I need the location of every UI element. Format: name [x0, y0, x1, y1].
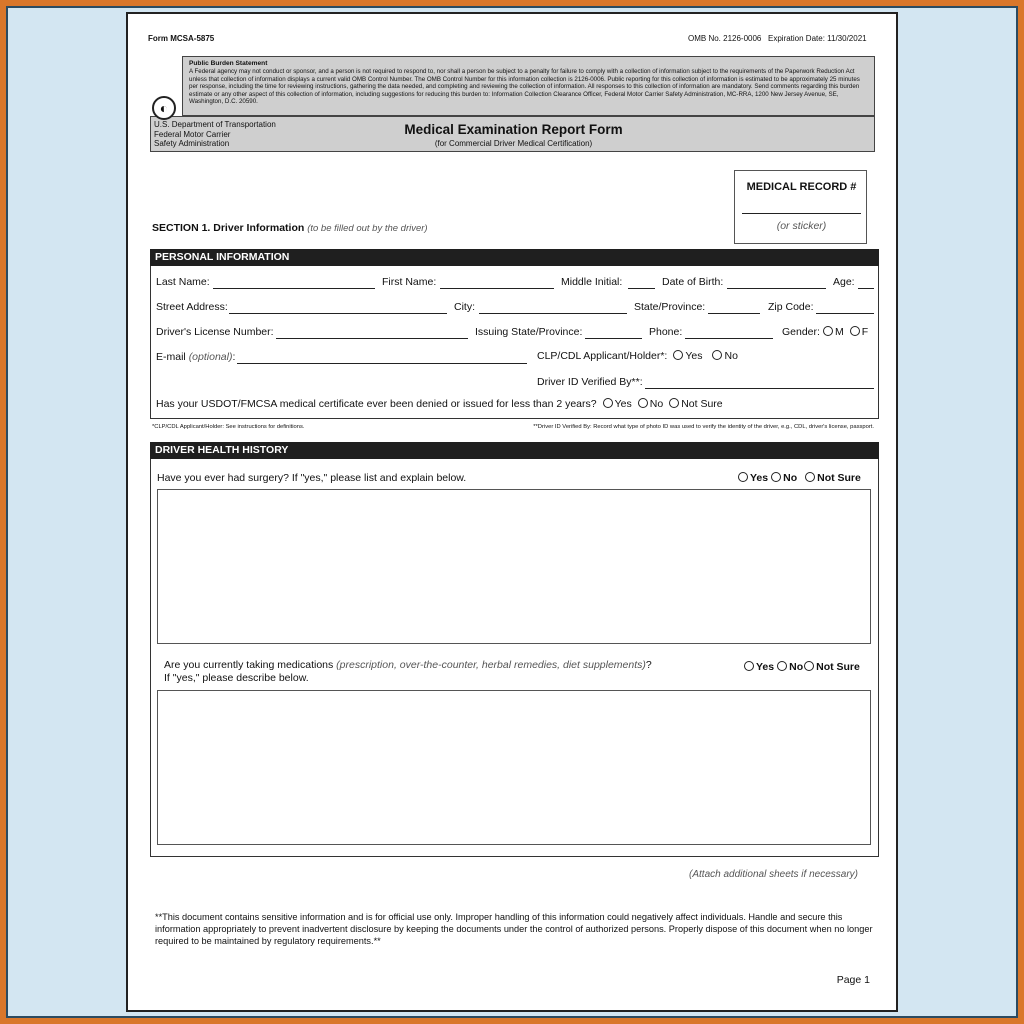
burden-text: A Federal agency may not conduct or sponsor, and a person is not required to respond to, nor shall a person be subject to a penalty for failure to comply with a collection of information subject to the requirements of the Paperwork Reduction Act unless that collection of information displays a current valid OMB Control Number. The OMB Control Number for this information collection is 2126-0006. Public reporting for this collection of information is estimated to be approximately 25 minutes per response, including the time for reviewing instructions, gathering the data needed, and completing and reviewing the collection of information. All responses to this collection of information are mandatory. Send comments regarding this burden estimate or any other aspect of this collection of information, including suggestions for reducing this burden to: Information Collection Clearance Officer, Federal Motor Carrier Safety Administration, MC-RRA, 1200 New Jersey Avenue, SE, Washington, D.C. 20590. — [189, 68, 860, 106]
last-name-input[interactable] — [213, 288, 375, 289]
clp-group: CLP/CDL Applicant/Holder*: Yes No — [537, 350, 738, 362]
email-input[interactable] — [237, 363, 527, 364]
license-input[interactable] — [276, 338, 468, 339]
section1-heading: SECTION 1. Driver Information (to be filled out by the driver) — [152, 222, 428, 234]
city-input[interactable] — [479, 313, 627, 314]
middle-initial-input[interactable] — [628, 288, 655, 289]
health-history-header: DRIVER HEALTH HISTORY — [150, 442, 879, 459]
form-title: Medical Examination Report Form — [404, 122, 623, 137]
state-label: State/Province: — [634, 301, 706, 313]
gender-group: Gender: M F — [782, 326, 869, 338]
age-input[interactable] — [858, 288, 874, 289]
surgery-no-radio[interactable] — [771, 472, 781, 482]
footnote-clp: *CLP/CDL Applicant/Holder: See instructions for definitions. — [152, 424, 305, 430]
medications-textarea[interactable] — [157, 690, 871, 845]
agency-name: U.S. Department of Transportation Federal Motor Carrier Safety Administration — [154, 120, 276, 148]
surgery-yes-radio[interactable] — [738, 472, 748, 482]
burden-title: Public Burden Statement — [189, 60, 268, 67]
meds-no-radio[interactable] — [777, 661, 787, 671]
gender-m-radio[interactable] — [823, 326, 833, 336]
middle-initial-label: Middle Initial: — [561, 276, 623, 288]
form-number: Form MCSA-5875 — [148, 34, 215, 43]
footnote-driver-id: **Driver ID Verified By: Record what type of photo ID was used to verify the identity of the driver, e.g., CDL, driver's license, passport. — [533, 424, 874, 430]
phone-input[interactable] — [685, 338, 773, 339]
email-label: E-mail (optional): — [156, 351, 236, 363]
dob-label: Date of Birth: — [662, 276, 724, 288]
zip-label: Zip Code: — [768, 301, 814, 313]
meds-not-sure-radio[interactable] — [804, 661, 814, 671]
denied-yes-radio[interactable] — [603, 398, 613, 408]
omb-number: OMB No. 2126-0006 — [688, 34, 762, 43]
license-label: Driver's License Number: — [156, 326, 274, 338]
medications-describe: If "yes," please describe below. — [164, 672, 309, 684]
first-name-input[interactable] — [440, 288, 554, 289]
phone-label: Phone: — [649, 326, 683, 338]
surgery-textarea[interactable] — [157, 489, 871, 644]
attach-note: (Attach additional sheets if necessary) — [689, 869, 858, 880]
surgery-options: Yes No Not Sure — [738, 472, 861, 484]
expiration-date: Expiration Date: 11/30/2021 — [768, 34, 867, 43]
denied-question: Has your USDOT/FMCSA medical certificate ever been denied or issued for less than 2 years? Yes No Not Sure — [156, 398, 723, 410]
issuing-state-label: Issuing State/Province: — [475, 326, 583, 338]
denied-not-sure-radio[interactable] — [669, 398, 679, 408]
gender-f-radio[interactable] — [850, 326, 860, 336]
driver-id-label: Driver ID Verified By**: — [537, 376, 643, 388]
driver-id-input[interactable] — [645, 388, 874, 389]
street-label: Street Address: — [156, 301, 228, 313]
public-burden-statement — [182, 56, 875, 116]
form-subtitle: (for Commercial Driver Medical Certification) — [434, 139, 593, 148]
zip-input[interactable] — [816, 313, 874, 314]
issuing-state-input[interactable] — [585, 338, 642, 339]
meds-yes-radio[interactable] — [744, 661, 754, 671]
medical-record-line — [742, 213, 861, 214]
surgery-not-sure-radio[interactable] — [805, 472, 815, 482]
page-number: Page 1 — [836, 974, 870, 986]
state-input[interactable] — [708, 313, 760, 314]
personal-info-header: PERSONAL INFORMATION — [150, 249, 879, 266]
street-input[interactable] — [229, 313, 447, 314]
medical-record-label: MEDICAL RECORD # — [746, 181, 857, 193]
medical-record-box[interactable] — [734, 170, 867, 244]
denied-no-radio[interactable] — [638, 398, 648, 408]
form-page — [126, 12, 898, 1012]
form-header-bar — [150, 116, 875, 152]
last-name-label: Last Name: — [156, 276, 210, 288]
medical-record-hint: (or sticker) — [776, 220, 827, 232]
surgery-question: Have you ever had surgery? If "yes," please list and explain below. — [157, 472, 467, 484]
clp-yes-radio[interactable] — [673, 350, 683, 360]
city-label: City: — [454, 301, 475, 313]
dot-logo-icon: ◐ — [152, 96, 176, 120]
disclaimer: **This document contains sensitive information and is for official use only. Improper handling of this information could negatively affect individuals. Handle and secure this information appropriately to prevent inadvertent disclosure by keeping the documents under the control of authorized persons. Properly dispose of this document when no longer required to be maintained by regulatory requirements.** — [155, 912, 873, 947]
dob-input[interactable] — [727, 288, 826, 289]
clp-no-radio[interactable] — [712, 350, 722, 360]
medications-question: Are you currently taking medications (prescription, over-the-counter, herbal remedies, diet supplements)? — [164, 659, 652, 671]
first-name-label: First Name: — [382, 276, 437, 288]
medications-options: Yes No Not Sure — [744, 661, 860, 673]
age-label: Age: — [833, 276, 855, 288]
